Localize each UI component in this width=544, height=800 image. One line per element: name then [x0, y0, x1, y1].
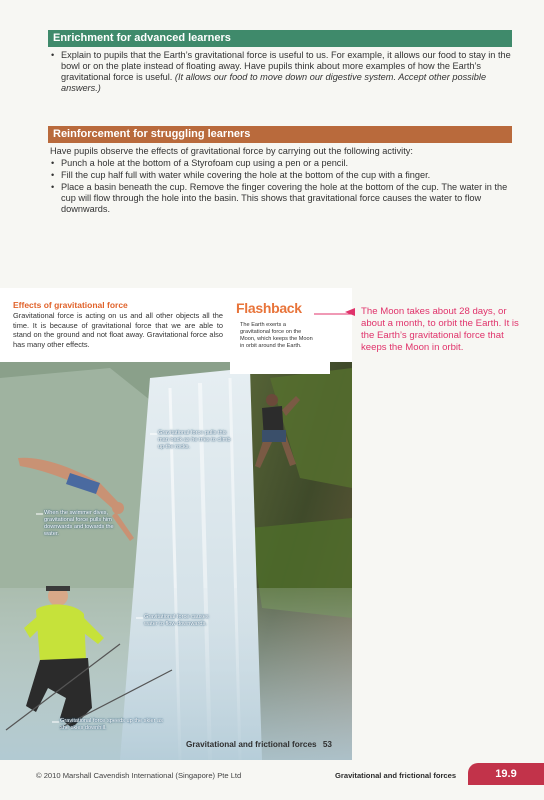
textbook-heading: Effects of gravitational force	[13, 300, 128, 310]
enrichment-header: Enrichment for advanced learners	[48, 30, 512, 47]
textbook-footer-title: Gravitational and frictional forces	[186, 740, 317, 749]
flashback-title: Flashback	[236, 300, 302, 316]
reinforcement-step: • Fill the cup half full with water while covering the hole at the bottom of the cup with a finger.	[50, 170, 512, 181]
reinforcement-step: • Place a basin beneath the cup. Remove the finger covering the hole at the bottom of the cup. The water in the cup will flow through the hole into the basin. This shows that gravitational force causes the water to flow downwards.	[50, 182, 512, 215]
reinforcement-header: Reinforcement for struggling learners	[48, 126, 512, 143]
reinforcement-body	[50, 146, 512, 216]
page-number-tag: 19.9	[468, 763, 544, 785]
copyright: © 2010 Marshall Cavendish International (Singapore) Pte Ltd	[36, 771, 242, 780]
textbook-page-number: 53	[322, 740, 332, 749]
chapter-title: Gravitational and frictional forces	[335, 771, 457, 780]
teacher-note: The Moon takes about 28 days, or about a month, to orbit the Earth. It is the Earth’s gravitational force that keeps the Moon in orbit.	[361, 306, 519, 353]
enrichment-body	[50, 50, 512, 95]
reinforcement-step: • Punch a hole at the bottom of a Styrofoam cup using a pen or a pencil.	[50, 158, 512, 169]
flashback-text: The Earth exerts a gravitational force on the Moon, which keeps the Moon in orbit around the Earth.	[240, 322, 313, 349]
caption-waterfall: Gravitational force causes water to flow downwards.	[144, 614, 209, 627]
caption-skier: Gravitational force speeds up the skier as she skies downhill.	[60, 718, 163, 731]
textbook-paragraph: Gravitational force is acting on us and all other objects all the time. It is because of gravitational force that we are able to stand on the ground and not float away. Gravitational force also has many other effects.	[13, 311, 223, 349]
note-arrow-icon	[345, 307, 361, 317]
textbook-page	[0, 288, 352, 760]
enrichment-item	[50, 50, 512, 94]
textbook-footer	[186, 740, 332, 749]
caption-diver: When the swimmer dives, gravitational force pulls him downwards and towards the water.	[44, 510, 114, 537]
caption-climber: Gravitational force pulls this man back as he tries to climb up the rocks.	[158, 430, 231, 450]
enrichment-answer: (It allows our food to move down our digestive system. Accept other possible answers.)	[61, 72, 487, 93]
enrichment-text: Explain to pupils that the Earth’s gravitational force is useful to us. For example, it allows our food to stay in the bowl or on the plate instead of floating away. Have pupils think about more examples of how the Earth’s gravitational force is useful.	[61, 50, 511, 82]
reinforcement-intro: Have pupils observe the effects of gravitational force by carrying out the following activity:	[50, 146, 413, 156]
